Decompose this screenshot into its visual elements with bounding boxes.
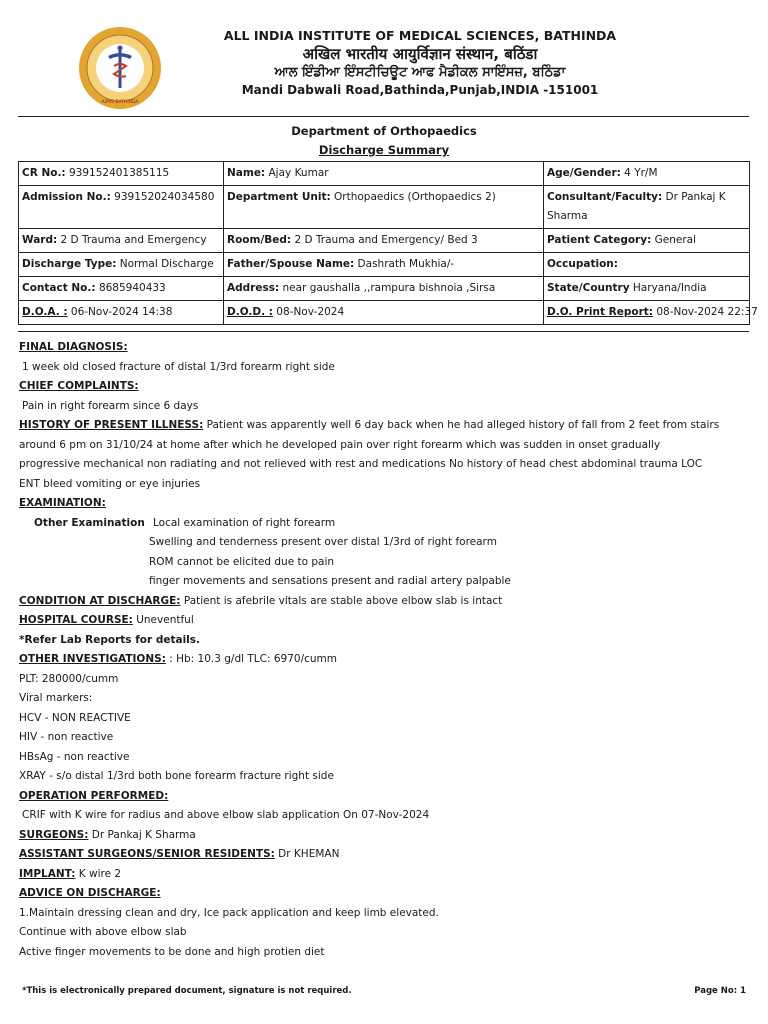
exam-line: finger movements and sensations present and radial artery palpable [149,575,511,587]
investigation-line: XRAY - s/o distal 1/3rd both bone forearm fracture right side [19,770,334,782]
admission-cell: Admission No.: 939152024034580 [19,186,224,229]
condition-at-discharge: CONDITION AT DISCHARGE: Patient is afebrile vitals are stable above elbow slab is intact [19,594,503,607]
table-row [19,253,750,277]
contact-cell: Contact No.: 8685940433 [19,277,224,301]
hpi-line: around 6 pm on 31/10/24 at home after which he developed pain over right forearm which was sudden in onset gradually [19,438,661,451]
investigation-line: Viral markers: [19,692,93,704]
state-cell: State/Country Haryana/India [544,277,750,301]
institute-name-hindi: अखिल भारतीय आयुर्विज्ञान संस्थान, बठिंडा [302,45,538,63]
advice-line: Active finger movements to be done and high protien diet [19,945,325,958]
cr-cell: CR No.: 939152401385115 [19,162,224,186]
summary-body [19,338,749,962]
age-cell: Age/Gender: 4 Yr/M [544,162,750,186]
svg-text:AIIMS BATHINDA: AIIMS BATHINDA [101,100,139,105]
operation-text: CRIF with K wire for radius and above elbow slab application On 07-Nov-2024 [22,809,430,821]
table-row [19,229,750,253]
investigation-line: PLT: 280000/cumm [19,672,119,685]
other-examination-label: Other Examination [34,516,145,529]
consultant-cell: Consultant/Faculty: Dr Pankaj K Sharma [544,186,750,229]
name-cell: Name: Ajay Kumar [224,162,544,186]
other-investigations: OTHER INVESTIGATIONS: : Hb: 10.3 g/dl TLC: 6970/cumm [19,653,337,665]
investigation-line: HIV - non reactive [19,731,114,743]
hpi-line: ENT bleed vomiting or eye injuries [19,477,201,490]
lab-reports-note: *Refer Lab Reports for details. [19,633,201,646]
institute-address: Mandi Dabwali Road,Bathinda,Punjab,INDIA -151001 [241,83,599,97]
examination-heading: EXAMINATION: [19,497,106,509]
chief-complaints-heading: CHIEF COMPLAINTS: [19,380,139,392]
advice-line: 1.Maintain dressing clean and dry, Ice pack application and keep limb elevated. [19,906,439,919]
table-row [19,277,750,301]
surgeons: SURGEONS: Dr Pankaj K Sharma [19,828,196,841]
table-bottom-rule [18,331,749,332]
institute-name-english: ALL INDIA INSTITUTE OF MEDICAL SCIENCES, BATHINDA [223,28,617,43]
print-date-cell: D.O. Print Report: 08-Nov-2024 22:37 [544,301,750,325]
advice-heading: ADVICE ON DISCHARGE: [19,887,161,899]
table-row [19,301,750,325]
unit-cell: Department Unit: Orthopaedics (Orthopaedics 2) [224,186,544,229]
final-diagnosis-text: 1 week old closed fracture of distal 1/3rd forearm right side [22,360,335,373]
document-title: Discharge Summary [318,143,450,157]
page-number: Page No: 1 [694,986,746,996]
electronic-document-note: *This is electronically prepared document, signature is not required. [22,986,352,996]
department-title: Department of Orthopaedics [291,124,477,138]
dod-cell: D.O.D. : 08-Nov-2024 [224,301,544,325]
hpi-line: progressive mechanical non radiating and not relieved with rest and medications No history of head chest abdominal trauma LOC [19,458,703,470]
hospital-course: HOSPITAL COURSE: Uneventful [19,614,194,626]
investigation-line: HBsAg - non reactive [19,750,130,763]
final-diagnosis-heading: FINAL DIAGNOSIS: [19,341,128,353]
institute-name-punjabi: ਆਲ ਇੰਡੀਆ ਇੰਸਟੀਚਿਊਟ ਆਫ ਮੈਡੀਕਲ ਸਾਇੰਸਜ਼, ਬਠਿੰਡਾ [274,65,566,80]
assistant-surgeons: ASSISTANT SURGEONS/SENIOR RESIDENTS: Dr KHEMAN [19,848,340,860]
exam-line: ROM cannot be elicited due to pain [149,555,335,568]
category-cell: Patient Category: General [544,229,750,253]
exam-line: Swelling and tenderness present over distal 1/3rd of right forearm [149,536,497,548]
hpi-line: HISTORY OF PRESENT ILLNESS: Patient was apparently well 6 day back when he had alleged history of fall from 2 feet from stairs [19,419,720,431]
discharge-type-cell: Discharge Type: Normal Discharge [19,253,224,277]
ward-cell: Ward: 2 D Trauma and Emergency [19,229,224,253]
doa-cell: D.O.A. : 06-Nov-2024 14:38 [19,301,224,325]
advice-line: Continue with above elbow slab [19,926,187,938]
table-row [19,186,750,229]
table-row [19,162,750,186]
room-cell: Room/Bed: 2 D Trauma and Emergency/ Bed 3 [224,229,544,253]
exam-line: Local examination of right forearm [153,516,336,529]
header-divider [18,116,749,117]
investigation-line: HCV - NON REACTIVE [19,711,131,724]
father-cell: Father/Spouse Name: Dashrath Mukhia/- [224,253,544,277]
occupation-cell: Occupation: [544,253,750,277]
other-examination-row [19,514,749,534]
patient-info-table [18,161,758,325]
operation-heading: OPERATION PERFORMED: [19,789,169,802]
chief-complaints-text: Pain in right forearm since 6 days [22,399,199,412]
address-cell: Address: near gaushalla ,,rampura bishnoia ,Sirsa [224,277,544,301]
implant: IMPLANT: K wire 2 [19,867,122,880]
